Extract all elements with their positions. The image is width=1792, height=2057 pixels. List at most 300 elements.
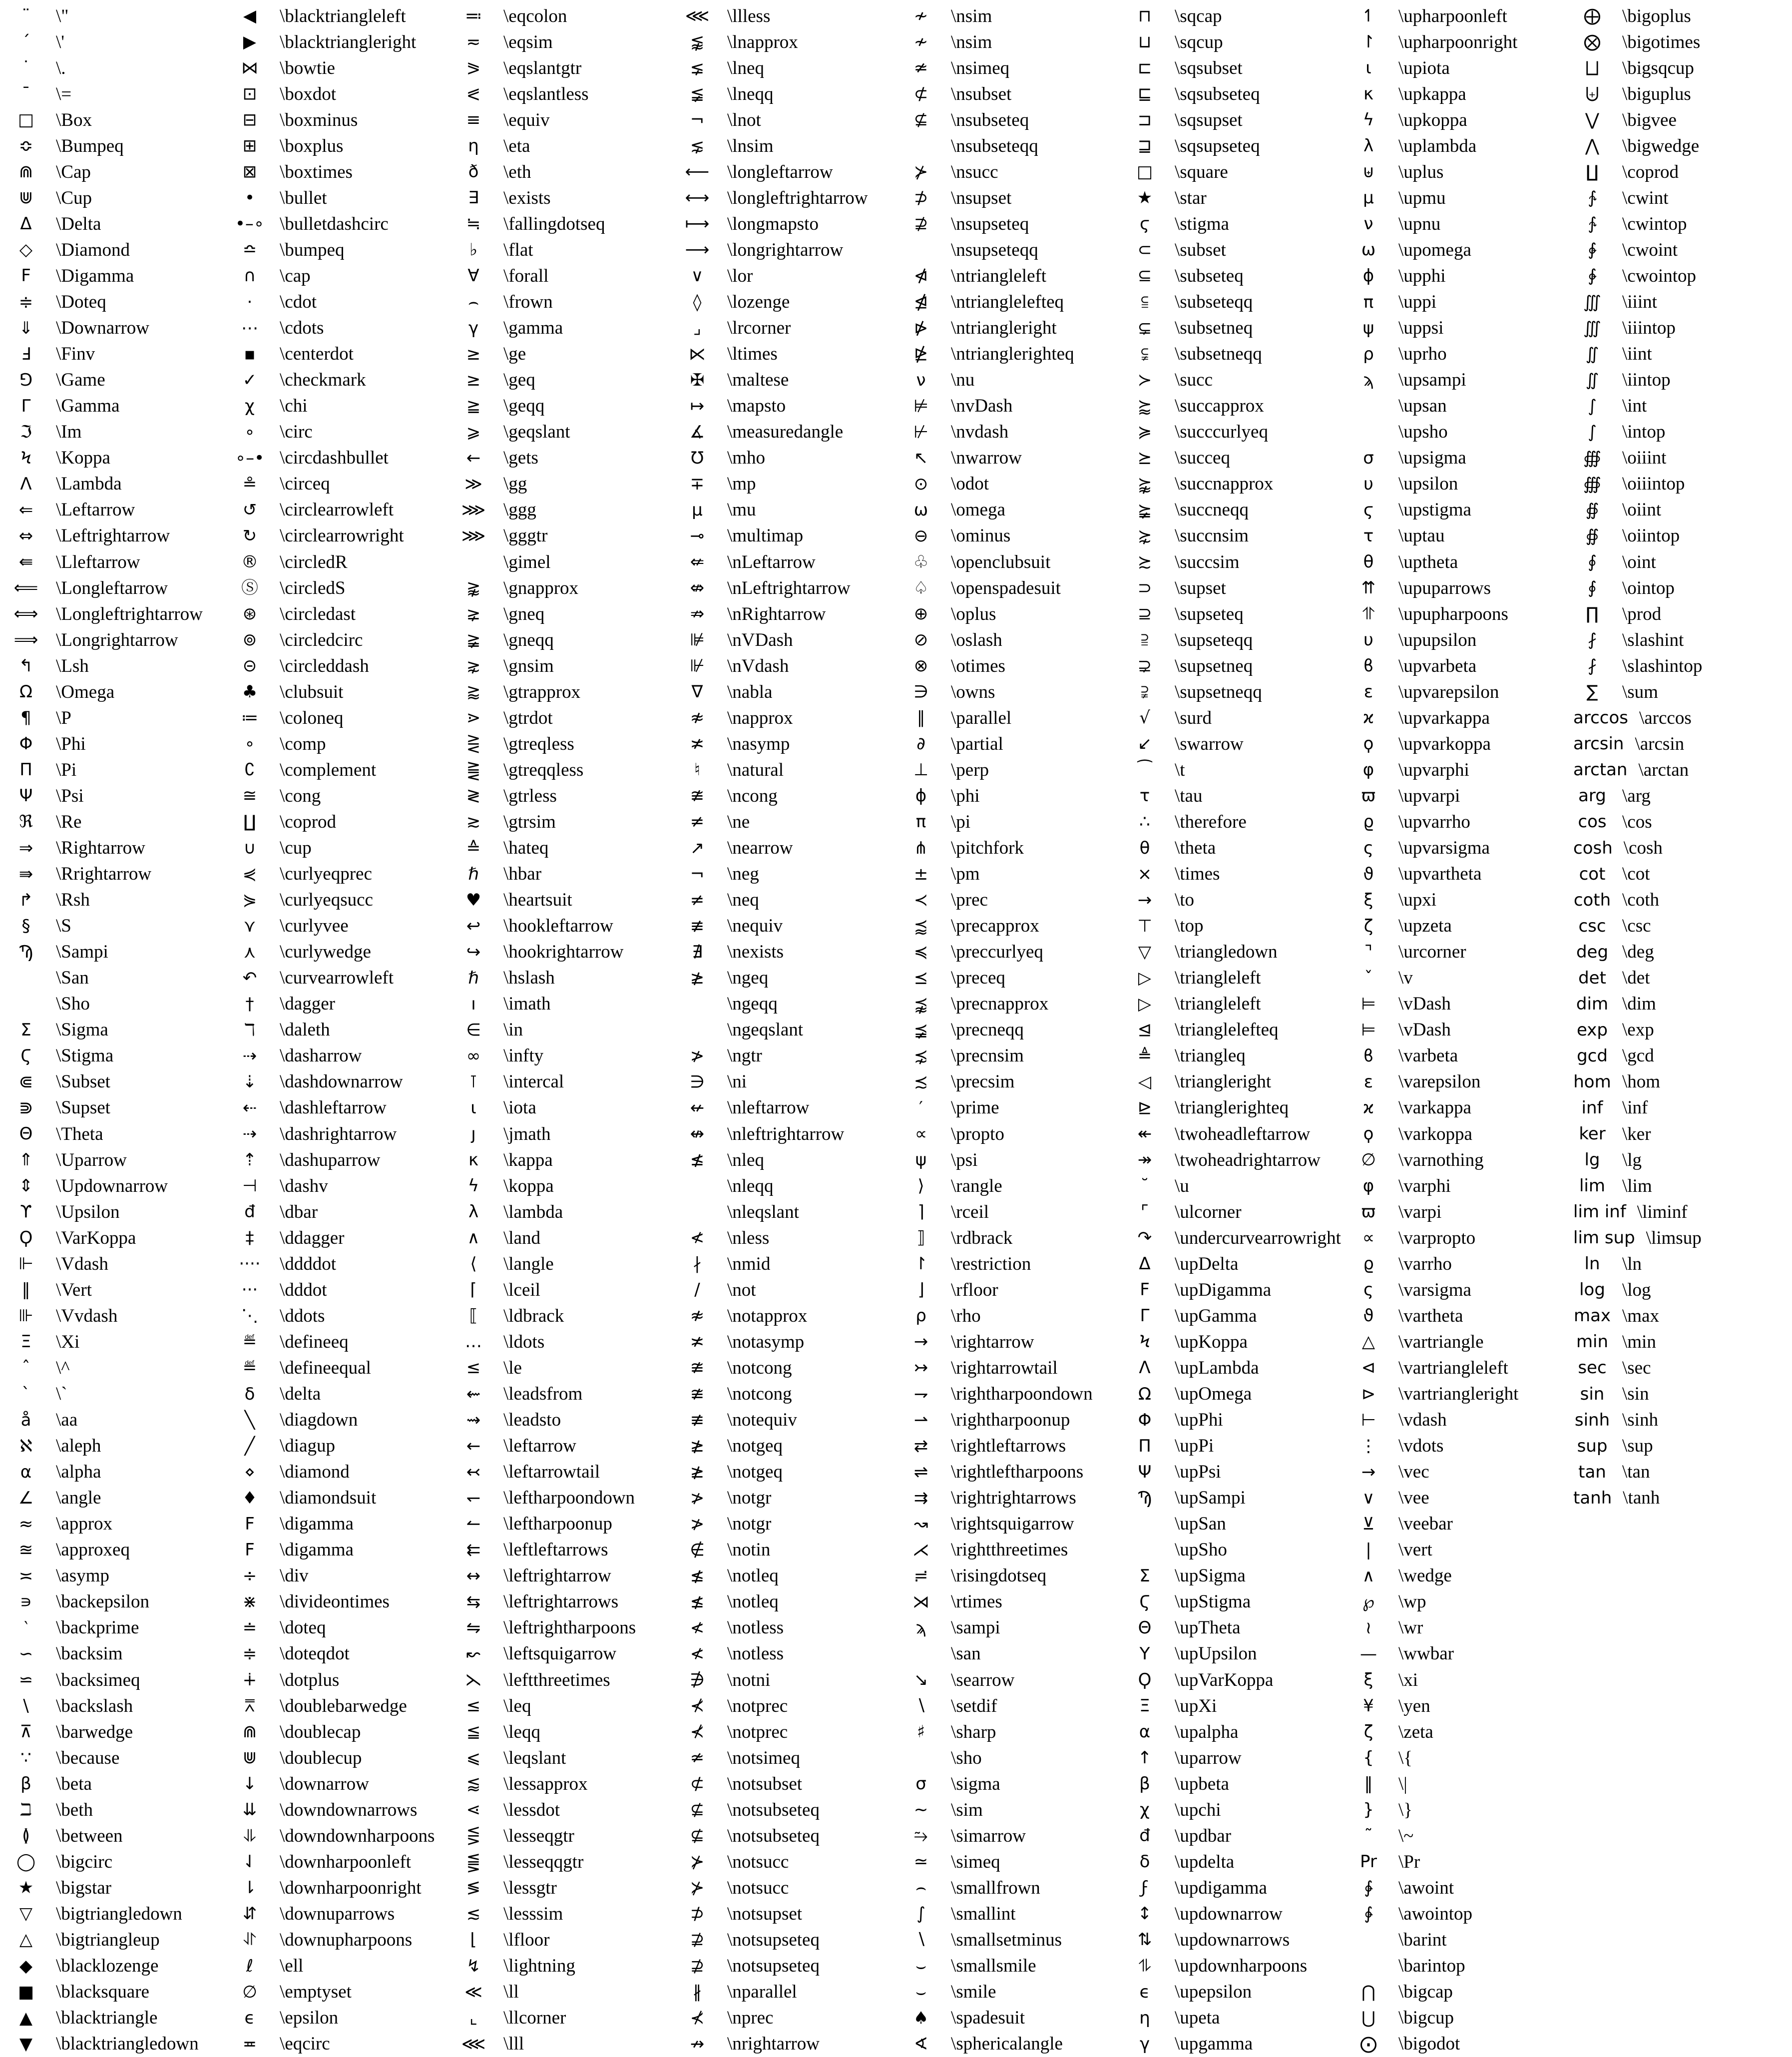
symbol-glyph: ≄	[690, 1748, 705, 1768]
symbol-command: \lesseqgtr	[503, 1825, 574, 1846]
symbol-glyph: ≑	[242, 1643, 257, 1664]
symbol-glyph: Ψ	[1138, 1462, 1152, 1482]
symbol-glyph: ≔	[241, 708, 258, 728]
symbol-row	[1119, 419, 1343, 445]
symbol-command: \leftthreetimes	[503, 1669, 610, 1690]
symbol-glyph: ⟼	[685, 214, 710, 234]
symbol-row	[448, 1641, 671, 1667]
symbol-row	[224, 939, 448, 965]
symbol-row	[448, 1719, 671, 1745]
symbol-glyph: ∴	[1139, 812, 1150, 832]
symbol-command: \sinh	[1622, 1410, 1658, 1431]
symbol-glyph: ϱ	[1363, 812, 1374, 832]
symbol-glyph: ⋄	[244, 1462, 255, 1482]
symbol-command: \upuparrows	[1398, 577, 1491, 598]
symbol-row	[895, 1329, 1119, 1355]
symbol-row	[448, 419, 671, 445]
symbol-command: \bigvee	[1622, 109, 1677, 130]
symbol-glyph: ϰ	[1362, 1097, 1374, 1118]
symbol-command: \spadesuit	[951, 2008, 1025, 2029]
symbol-row	[448, 1277, 671, 1303]
symbol-glyph: ≜	[1137, 1045, 1152, 1066]
symbol-glyph: ⊘	[913, 630, 928, 650]
symbol-command: \cosh	[1623, 838, 1663, 859]
symbol-row	[448, 939, 671, 965]
symbol-row	[0, 861, 224, 887]
symbol-glyph: ▽	[19, 1904, 33, 1924]
symbol-row	[224, 1277, 448, 1303]
symbol-command: \circledcirc	[280, 629, 363, 650]
symbol-row	[671, 1147, 895, 1173]
symbol-row	[1343, 1797, 1566, 1823]
symbol-row	[671, 835, 895, 861]
symbol-command: \upmu	[1398, 187, 1446, 208]
symbol-row	[1566, 705, 1790, 731]
symbol-glyph: ⊬	[913, 422, 928, 442]
symbol-command: \ni	[727, 1071, 747, 1092]
symbol-row	[1566, 627, 1790, 653]
symbol-command: \bumpeq	[280, 239, 345, 260]
symbol-glyph: ⊭	[913, 396, 928, 416]
symbol-glyph: ↺	[242, 500, 257, 520]
symbol-command: \oint	[1622, 551, 1656, 572]
symbol-command: \blacktriangledown	[56, 2034, 199, 2055]
symbol-row	[1343, 1719, 1566, 1745]
symbol-command: \P	[56, 707, 71, 728]
symbol-command: \downdownarrows	[280, 1799, 418, 1820]
symbol-glyph: ϛ	[1363, 500, 1373, 520]
symbol-glyph: Ϝ	[21, 266, 31, 286]
symbol-glyph: ≧	[466, 396, 481, 416]
symbol-column-1	[0, 3, 224, 2057]
symbol-glyph: ±	[913, 864, 928, 884]
symbol-row	[224, 367, 448, 393]
symbol-command: \sqsubset	[1175, 57, 1243, 78]
symbol-row	[1119, 159, 1343, 185]
symbol-row	[895, 809, 1119, 835]
symbol-glyph: |	[1365, 1540, 1371, 1560]
symbol-command: \cwintop	[1622, 213, 1687, 234]
symbol-glyph: Φ	[19, 734, 33, 754]
symbol-row	[1119, 263, 1343, 289]
symbol-row	[1119, 1641, 1343, 1667]
symbol-command: \varpi	[1398, 1201, 1442, 1222]
symbol-command: \boxtimes	[280, 161, 353, 182]
symbol-row	[895, 2005, 1119, 2031]
symbol-row	[1566, 29, 1790, 55]
symbol-row	[1566, 1017, 1790, 1043]
symbol-glyph: ⟸	[13, 578, 38, 598]
symbol-row	[224, 1459, 448, 1485]
symbol-command: \neg	[727, 864, 759, 885]
symbol-row	[448, 81, 671, 107]
symbol-row	[1119, 341, 1343, 367]
symbol-glyph: ∞	[466, 1045, 481, 1066]
symbol-row	[0, 1693, 224, 1719]
symbol-row	[448, 1017, 671, 1043]
symbol-glyph: Π	[1138, 1436, 1151, 1456]
symbol-glyph: ⇡	[242, 1150, 257, 1170]
symbol-command: \blacktriangle	[56, 2008, 158, 2029]
symbol-row	[895, 1693, 1119, 1719]
symbol-command: \sharp	[951, 1721, 996, 1742]
symbol-glyph: ⌉	[917, 1202, 924, 1222]
symbol-row	[224, 1511, 448, 1537]
symbol-glyph: η	[1139, 2008, 1150, 2028]
symbol-glyph: ι	[470, 1097, 476, 1118]
symbol-row	[895, 29, 1119, 55]
symbol-command: \upsampi	[1398, 370, 1466, 391]
symbol-glyph: cot	[1579, 864, 1606, 884]
symbol-command: \nleqslant	[727, 1201, 799, 1222]
symbol-glyph: inf	[1581, 1097, 1603, 1118]
symbol-row	[671, 627, 895, 653]
symbol-command: \sqcup	[1175, 31, 1223, 52]
symbol-command: \cwoint	[1622, 239, 1678, 260]
symbol-command: \nexists	[727, 942, 784, 963]
symbol-row	[671, 1121, 895, 1147]
symbol-command: \updownarrows	[1175, 1929, 1290, 1950]
symbol-row	[671, 2005, 895, 2031]
symbol-command: \sum	[1622, 681, 1658, 702]
symbol-command: \notsupseteq	[727, 1956, 820, 1977]
symbol-glyph: χ	[1140, 1800, 1150, 1820]
symbol-glyph: ∄	[692, 942, 703, 962]
symbol-row	[1343, 1407, 1566, 1433]
symbol-row	[224, 1121, 448, 1147]
symbol-glyph: ¶	[20, 708, 31, 728]
symbol-command: \openspadesuit	[951, 577, 1061, 598]
symbol-row	[1343, 159, 1566, 185]
symbol-glyph: ⥲	[914, 1826, 928, 1846]
symbol-command: \eqslantgtr	[503, 57, 582, 78]
symbol-row	[224, 1433, 448, 1459]
symbol-glyph: ≱	[690, 1436, 705, 1456]
symbol-row	[448, 1771, 671, 1797]
symbol-row	[1566, 835, 1790, 861]
symbol-command: \gg	[503, 474, 527, 495]
symbol-glyph: ⪷	[913, 916, 928, 936]
symbol-row	[224, 3, 448, 29]
symbol-row	[1343, 1329, 1566, 1355]
symbol-row	[224, 1953, 448, 1979]
symbol-row	[895, 341, 1119, 367]
symbol-glyph: ∭	[1583, 292, 1601, 312]
symbol-command: \doublebarwedge	[280, 1695, 407, 1716]
symbol-glyph: ⊝	[242, 656, 257, 676]
symbol-command: \varrho	[1398, 1253, 1452, 1274]
symbol-glyph: ⇈	[1361, 578, 1376, 598]
symbol-glyph: ⊈	[913, 110, 928, 130]
symbol-row	[895, 1641, 1119, 1667]
symbol-row	[224, 1823, 448, 1849]
symbol-glyph: •	[244, 188, 255, 208]
symbol-row	[448, 887, 671, 913]
symbol-glyph: ⇜	[466, 1384, 481, 1404]
symbol-row	[1343, 497, 1566, 523]
symbol-command: \lozenge	[727, 292, 790, 313]
symbol-glyph: ∨	[691, 266, 704, 286]
symbol-command: \subsetneq	[1175, 318, 1253, 339]
symbol-glyph: ⋋	[465, 1670, 482, 1690]
symbol-row	[1566, 887, 1790, 913]
symbol-glyph: ≰	[690, 1150, 705, 1170]
symbol-glyph: ≿	[1137, 552, 1152, 572]
symbol-glyph: ∐	[1586, 162, 1599, 182]
symbol-row	[224, 1485, 448, 1511]
symbol-command: \varnothing	[1398, 1149, 1484, 1170]
symbol-command: \defineequal	[280, 1357, 371, 1378]
symbol-command: \San	[56, 968, 89, 989]
symbol-command: \smallsetminus	[951, 1929, 1062, 1950]
symbol-row	[671, 289, 895, 315]
symbol-glyph: ≻	[1137, 370, 1152, 390]
symbol-command: \bigsqcup	[1622, 57, 1694, 78]
symbol-row	[0, 1277, 224, 1303]
symbol-command: \rceil	[951, 1201, 989, 1222]
symbol-glyph: ⪵	[913, 1020, 928, 1040]
symbol-command: \ll	[503, 1982, 519, 2003]
symbol-command: \omega	[951, 500, 1005, 520]
symbol-command: \dddot	[280, 1279, 327, 1300]
symbol-glyph: ∅	[242, 1982, 257, 2002]
symbol-command: \notin	[727, 1540, 771, 1560]
symbol-row	[671, 1485, 895, 1511]
symbol-glyph: ⊆	[1137, 266, 1152, 286]
symbol-command: \upxi	[1398, 890, 1437, 911]
symbol-row	[0, 1147, 224, 1173]
symbol-row	[448, 1563, 671, 1589]
symbol-command: \neq	[727, 890, 759, 911]
symbol-row	[0, 731, 224, 757]
symbol-row	[224, 523, 448, 549]
symbol-row	[448, 1849, 671, 1875]
symbol-command: \}	[1398, 1799, 1413, 1820]
symbol-glyph: ⁀	[1138, 760, 1152, 780]
symbol-glyph: ↙	[1137, 734, 1152, 754]
symbol-row	[895, 1147, 1119, 1173]
symbol-command: \tanh	[1623, 1488, 1660, 1509]
symbol-row	[671, 81, 895, 107]
symbol-glyph: υ	[1363, 474, 1373, 494]
symbol-glyph: ⊺	[469, 1071, 478, 1092]
symbol-row	[1566, 289, 1790, 315]
symbol-command: \circledR	[280, 551, 348, 572]
symbol-command: \awoint	[1398, 1877, 1454, 1898]
symbol-row	[1119, 315, 1343, 341]
symbol-command: \leadsto	[503, 1410, 561, 1431]
symbol-row	[0, 315, 224, 341]
symbol-glyph: Δ	[20, 214, 32, 234]
symbol-row	[448, 393, 671, 419]
symbol-glyph: ≰	[690, 1591, 705, 1612]
symbol-glyph: ∯	[1585, 525, 1599, 546]
symbol-row	[0, 1225, 224, 1251]
symbol-glyph: ∪	[243, 838, 256, 858]
symbol-row	[448, 705, 671, 731]
symbol-command: \bigoplus	[1622, 5, 1691, 26]
symbol-row	[448, 1095, 671, 1121]
symbol-command: \hookrightarrow	[503, 942, 624, 963]
symbol-command: \Upsilon	[56, 1201, 120, 1222]
symbol-glyph: Ⓢ	[241, 578, 258, 598]
symbol-row	[1566, 159, 1790, 185]
symbol-command: \vDash	[1398, 994, 1451, 1015]
symbol-row	[1119, 133, 1343, 159]
symbol-row	[1119, 939, 1343, 965]
symbol-row	[0, 263, 224, 289]
symbol-glyph: ⪸	[1137, 396, 1152, 416]
symbol-command: \chi	[280, 396, 308, 417]
symbol-glyph: ⋦	[690, 136, 705, 156]
symbol-glyph: ⋨	[913, 1045, 928, 1066]
symbol-row	[671, 1433, 895, 1459]
symbol-glyph: tanh	[1573, 1488, 1612, 1508]
symbol-command: \Doteq	[56, 292, 106, 313]
symbol-glyph: ≇	[690, 786, 705, 806]
symbol-glyph: ◯	[16, 1852, 36, 1872]
symbol-row	[895, 705, 1119, 731]
symbol-glyph: ····	[239, 1254, 261, 1274]
symbol-row	[1343, 1225, 1566, 1251]
symbol-glyph: ⨂	[1584, 32, 1601, 52]
symbol-row	[1119, 549, 1343, 575]
symbol-row	[448, 757, 671, 783]
symbol-row	[671, 809, 895, 835]
symbol-glyph: ζ	[1363, 1722, 1373, 1742]
symbol-command: \circdashbullet	[280, 448, 389, 469]
symbol-command: \backsim	[56, 1643, 123, 1664]
symbol-command: \nleftarrow	[727, 1097, 810, 1118]
symbol-glyph: ⊖	[913, 525, 928, 546]
symbol-command: \pm	[951, 864, 980, 885]
symbol-command: \le	[503, 1357, 522, 1378]
symbol-command: \barwedge	[56, 1721, 133, 1742]
symbol-row	[895, 2031, 1119, 2057]
symbol-row	[895, 1407, 1119, 1433]
symbol-glyph: ↛	[690, 2034, 705, 2054]
symbol-glyph: ≅	[242, 786, 257, 806]
symbol-row	[224, 445, 448, 471]
symbol-glyph: ↞	[1137, 1124, 1152, 1144]
symbol-command: \delta	[280, 1384, 321, 1404]
symbol-glyph: …	[465, 1332, 482, 1352]
symbol-command: \dotplus	[280, 1669, 340, 1690]
symbol-glyph: ε	[1363, 1071, 1373, 1092]
symbol-row	[1343, 1979, 1566, 2005]
symbol-glyph: ♮	[694, 760, 701, 780]
symbol-row	[0, 1849, 224, 1875]
symbol-command: \gtrless	[503, 785, 557, 806]
symbol-row	[448, 1043, 671, 1069]
symbol-command: \uptau	[1398, 525, 1445, 546]
symbol-glyph: ⇣	[242, 1071, 257, 1092]
symbol-row	[448, 289, 671, 315]
symbol-command: \succcurlyeq	[1175, 422, 1268, 443]
symbol-row	[448, 1459, 671, 1485]
symbol-command: \preceq	[951, 968, 1005, 989]
symbol-row	[224, 289, 448, 315]
symbol-command: \circledS	[280, 577, 346, 598]
symbol-command: \upgamma	[1175, 2034, 1253, 2055]
symbol-row	[671, 1381, 895, 1407]
symbol-row	[1343, 1303, 1566, 1329]
symbol-row	[448, 1901, 671, 1927]
symbol-glyph: ⥮	[1138, 1956, 1151, 1976]
symbol-row	[1566, 1329, 1790, 1355]
symbol-row	[1119, 1771, 1343, 1797]
symbol-row	[0, 1121, 224, 1147]
symbol-command: \leftarrowtail	[503, 1462, 600, 1483]
symbol-row	[224, 1017, 448, 1043]
symbol-command: \complement	[280, 759, 377, 780]
symbol-command: \sqcap	[1175, 5, 1222, 26]
symbol-glyph: ⋛	[466, 734, 481, 754]
symbol-command: \varsigma	[1398, 1279, 1471, 1300]
symbol-row	[895, 523, 1119, 549]
symbol-glyph: ∘	[244, 734, 255, 754]
symbol-command: \nVdash	[727, 655, 789, 676]
symbol-command: \upharpoonleft	[1398, 5, 1507, 26]
symbol-glyph: ⪊	[466, 578, 481, 598]
symbol-row	[1119, 757, 1343, 783]
symbol-row	[0, 393, 224, 419]
symbol-glyph: ⋔	[913, 838, 928, 858]
symbol-row	[895, 679, 1119, 705]
symbol-glyph: ↗	[690, 838, 705, 858]
symbol-row	[895, 783, 1119, 809]
symbol-command: \eta	[503, 135, 530, 156]
symbol-row	[224, 237, 448, 263]
symbol-command: \dim	[1622, 994, 1656, 1015]
symbol-command: \not	[727, 1279, 756, 1300]
symbol-command: \precsim	[951, 1071, 1015, 1092]
symbol-row	[1566, 497, 1790, 523]
symbol-glyph: ≈	[18, 1514, 33, 1534]
symbol-glyph: ℏ	[468, 864, 479, 884]
symbol-row	[1119, 1875, 1343, 1901]
symbol-command: \bigcup	[1398, 2008, 1454, 2029]
symbol-command: \emptyset	[280, 1982, 352, 2003]
symbol-glyph: ⊕	[913, 604, 928, 624]
symbol-row	[1119, 81, 1343, 107]
symbol-glyph: ‖	[1364, 1774, 1373, 1794]
symbol-row	[224, 55, 448, 81]
symbol-row	[671, 1225, 895, 1251]
symbol-command: \div	[280, 1565, 309, 1586]
symbol-row	[448, 107, 671, 133]
symbol-glyph: Ψ	[19, 786, 33, 806]
symbol-glyph: ξ	[1363, 1670, 1373, 1690]
symbol-glyph: Σ	[1139, 1565, 1150, 1586]
symbol-glyph: δ	[244, 1384, 255, 1404]
symbol-row	[0, 107, 224, 133]
symbol-command: \gggtr	[503, 525, 548, 546]
symbol-row	[895, 965, 1119, 991]
symbol-row	[448, 783, 671, 809]
symbol-row	[0, 289, 224, 315]
symbol-command: \notsupset	[727, 1903, 803, 1924]
symbol-command: \hslash	[503, 968, 555, 989]
symbol-glyph: ϟ	[467, 1176, 479, 1196]
symbol-row	[1566, 757, 1790, 783]
symbol-row	[0, 1797, 224, 1823]
symbol-glyph: ↼	[466, 1514, 481, 1534]
symbol-command: \upiota	[1398, 57, 1450, 78]
symbol-command: \circlearrowleft	[280, 500, 394, 520]
symbol-row	[895, 1901, 1119, 1927]
symbol-glyph: ■	[17, 1982, 34, 2002]
